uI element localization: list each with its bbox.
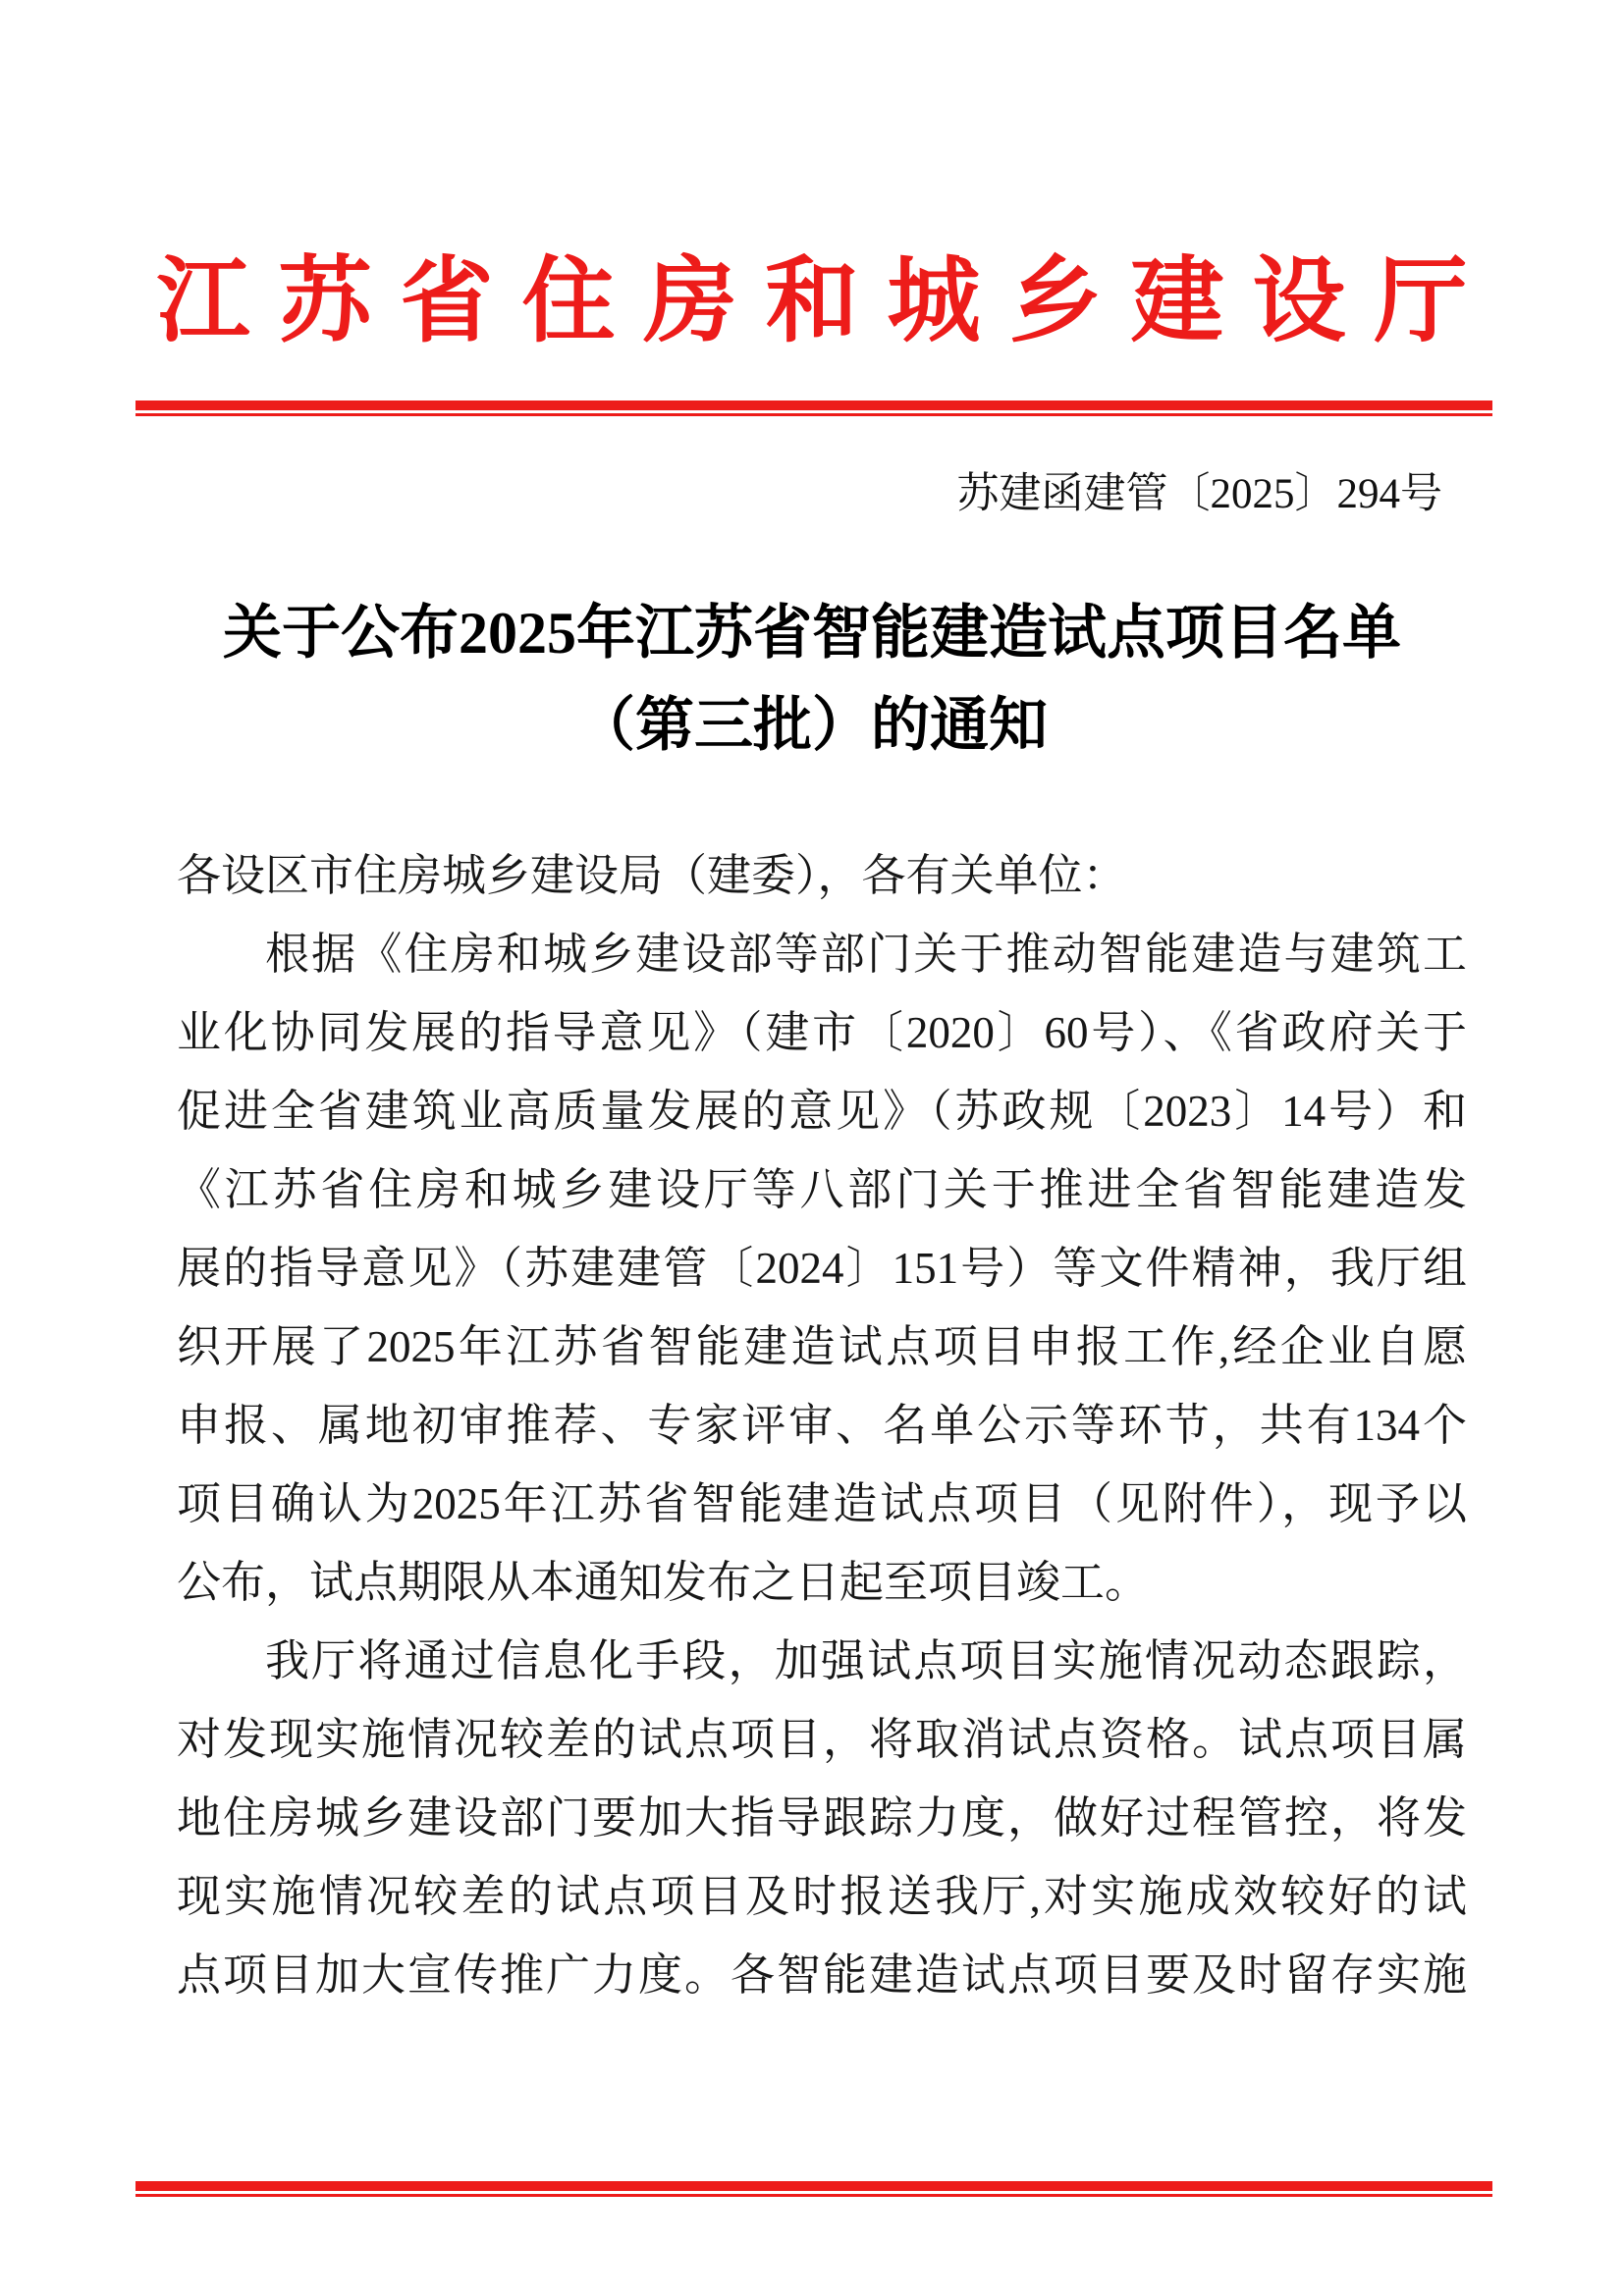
masthead-divider-thick-line xyxy=(135,400,1492,410)
body-line: 对发现实施情况较差的试点项目，将取消试点资格。试点项目属 xyxy=(177,1715,1467,1764)
document-number: 苏建函建管〔2025〕294号 xyxy=(956,471,1442,517)
footer-divider-thick-line xyxy=(135,2181,1492,2191)
document-body xyxy=(177,836,1467,2014)
body-line: 点项目加大宣传推广力度。各智能建造试点项目要及时留存实施 xyxy=(177,1950,1467,2000)
document-title-line1: 关于公布2025年江苏省智能建造试点项目名单 xyxy=(223,601,1401,666)
body-line: 各设区市住房城乡建设局（建委），各有关单位： xyxy=(177,851,1127,900)
body-line: 展的指导意见》（苏建建管〔2024〕151号）等文件精神，我厅组 xyxy=(177,1244,1467,1293)
footer-divider xyxy=(135,2181,1492,2197)
body-line: 根据《住房和城乡建设部等部门关于推动智能建造与建筑工 xyxy=(265,930,1467,979)
body-line: 业化协同发展的指导意见》（建市〔2020〕60号）、《省政府关于 xyxy=(177,1008,1467,1057)
body-line: 公布，试点期限从本通知发布之日起至项目竣工。 xyxy=(177,1558,1150,1607)
agency-masthead: 江苏省住房和城乡建设厅 xyxy=(156,249,1496,353)
body-line: 我厅将通过信息化手段，加强试点项目实施情况动态跟踪， xyxy=(265,1636,1467,1685)
body-line: 地住房城乡建设部门要加大指导跟踪力度，做好过程管控，将发 xyxy=(177,1793,1467,1842)
document-title xyxy=(0,587,1624,772)
document-title-line2: （第三批）的通知 xyxy=(576,693,1048,758)
masthead-divider-thin-line xyxy=(135,413,1492,416)
masthead-divider xyxy=(135,400,1492,416)
body-line: 现实施情况较差的试点项目及时报送我厅,对实施成效较好的试 xyxy=(177,1872,1467,1921)
footer-divider-thin-line xyxy=(135,2194,1492,2197)
body-line: 项目确认为2025年江苏省智能建造试点项目（见附件），现予以 xyxy=(177,1479,1467,1528)
body-line: 《江苏省住房和城乡建设厅等八部门关于推进全省智能建造发 xyxy=(177,1165,1467,1214)
body-line: 促进全省建筑业高质量发展的意见》（苏政规〔2023〕14号）和 xyxy=(177,1087,1467,1136)
body-line: 织开展了2025年江苏省智能建造试点项目申报工作,经企业自愿 xyxy=(177,1322,1467,1371)
body-line: 申报、属地初审推荐、专家评审、名单公示等环节，共有134个 xyxy=(177,1401,1467,1450)
